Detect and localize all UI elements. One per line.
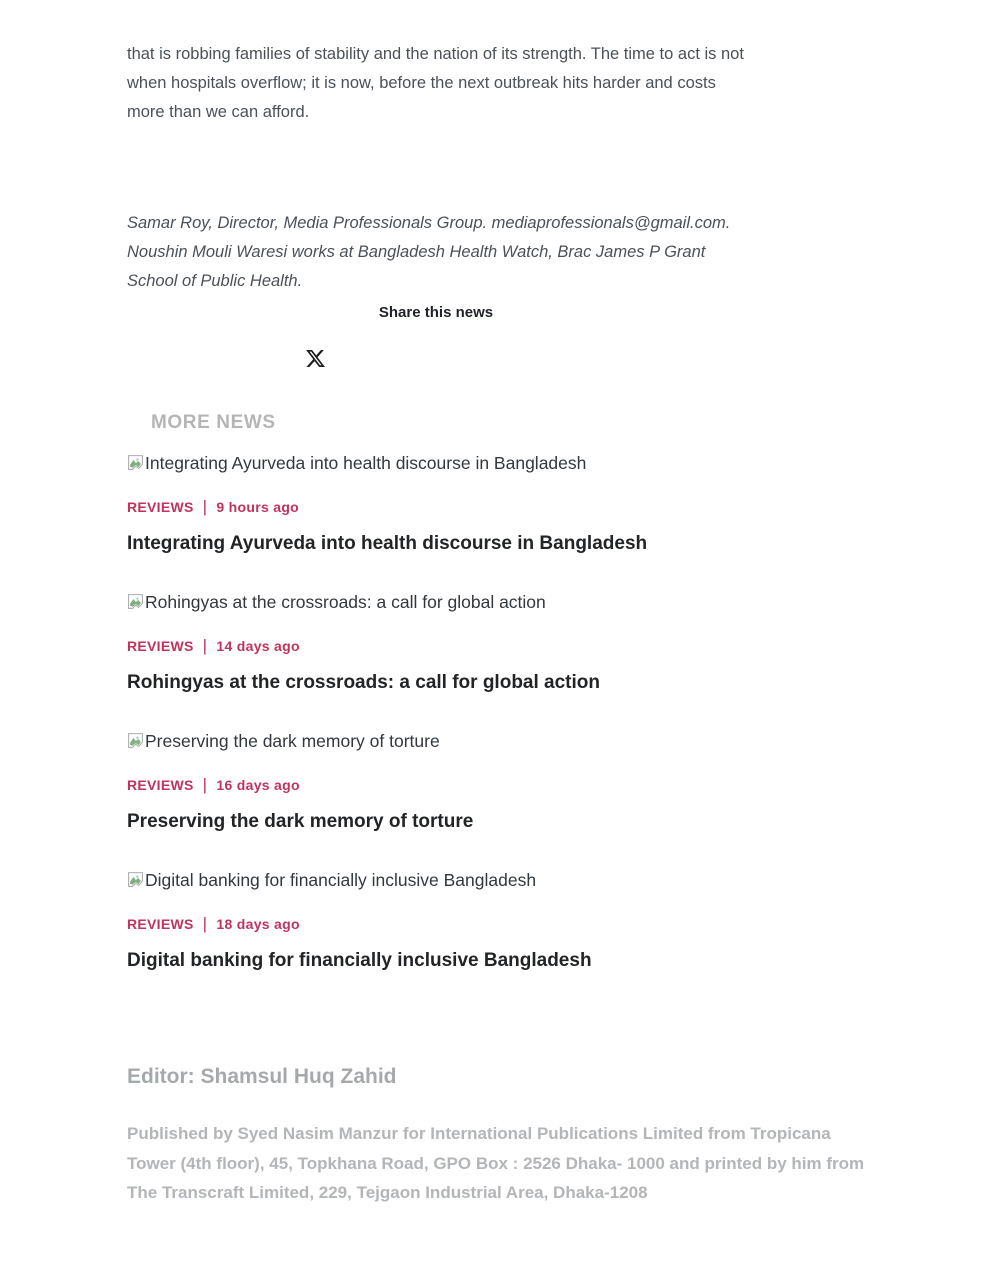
news-item-title-link[interactable]: Digital banking for financially inclusive Bangladesh [127, 950, 592, 971]
news-item-category-link[interactable]: REVIEWS [127, 638, 194, 654]
news-item-alt-text: Digital banking for financially inclusive Bangladesh [145, 870, 537, 890]
news-item-timestamp: 14 days ago [216, 638, 300, 654]
news-item-title [127, 811, 745, 832]
broken-image-icon [127, 732, 144, 749]
broken-image-icon [127, 593, 144, 610]
news-item [127, 453, 745, 554]
more-news-heading: MORE NEWS [151, 412, 276, 433]
news-item-image-link[interactable] [127, 592, 745, 613]
news-item-image-link[interactable] [127, 453, 745, 474]
news-item-alt-text: Preserving the dark memory of torture [145, 731, 440, 751]
x-twitter-icon[interactable] [305, 348, 326, 369]
news-item-title [127, 533, 745, 554]
news-item-image-link[interactable] [127, 870, 745, 891]
share-buttons-row [127, 348, 745, 370]
meta-separator: | [202, 775, 208, 794]
news-item-title-link[interactable]: Preserving the dark memory of torture [127, 811, 474, 832]
publisher-line: Published by Syed Nasim Manzur for International Publications Limited from Tropicana Tower (4th floor), 45, Topkhana Road, GPO Box : 2526 Dhaka- 1000 and printed by him from The Transcraft Limited, 229, Tejgaon Industrial Area, Dhaka-1208 [127, 1124, 865, 1202]
news-item-meta [127, 636, 745, 656]
news-item-title [127, 672, 745, 693]
news-item [127, 592, 745, 693]
news-item-timestamp: 16 days ago [216, 777, 300, 793]
broken-image-icon [127, 871, 144, 888]
share-this-news-label: Share this news [378, 304, 494, 321]
news-item-title-link[interactable]: Rohingyas at the crossroads: a call for global action [127, 672, 600, 693]
news-item-title [127, 950, 745, 971]
news-item-meta [127, 775, 745, 795]
news-item-alt-text: Integrating Ayurveda into health discourse in Bangladesh [145, 453, 587, 473]
more-news-section [127, 412, 745, 971]
news-item-timestamp: 9 hours ago [216, 499, 300, 515]
more-news-list [127, 453, 745, 971]
news-item-category-link[interactable]: REVIEWS [127, 499, 194, 515]
news-item-meta [127, 914, 745, 934]
meta-separator: | [202, 914, 208, 933]
meta-separator: | [202, 636, 208, 655]
news-item [127, 731, 745, 832]
article-closing-paragraph: that is robbing families of stability and the nation of its strength. The time to act is not when hospitals overflow; it is now, before the next outbreak hits harder and costs more than we can afford. [127, 45, 744, 121]
news-item-image-link[interactable] [127, 731, 745, 752]
news-item [127, 870, 745, 971]
article-byline: Samar Roy, Director, Media Professionals Group. mediaprofessionals@gmail.com. Noushin Mouli Waresi works at Bangladesh Health Watch, Brac James P Grant School of Public Health. [127, 214, 731, 290]
news-item-category-link[interactable]: REVIEWS [127, 916, 194, 932]
broken-image-icon [127, 454, 144, 471]
meta-separator: | [202, 497, 208, 516]
news-item-meta [127, 497, 745, 517]
news-item-title-link[interactable]: Integrating Ayurveda into health discourse in Bangladesh [127, 533, 648, 554]
news-item-category-link[interactable]: REVIEWS [127, 777, 194, 793]
editor-line: Editor: Shamsul Huq Zahid [127, 1065, 397, 1088]
news-item-timestamp: 18 days ago [216, 916, 300, 932]
page-footer [127, 1065, 865, 1208]
news-item-alt-text: Rohingyas at the crossroads: a call for global action [145, 592, 546, 612]
